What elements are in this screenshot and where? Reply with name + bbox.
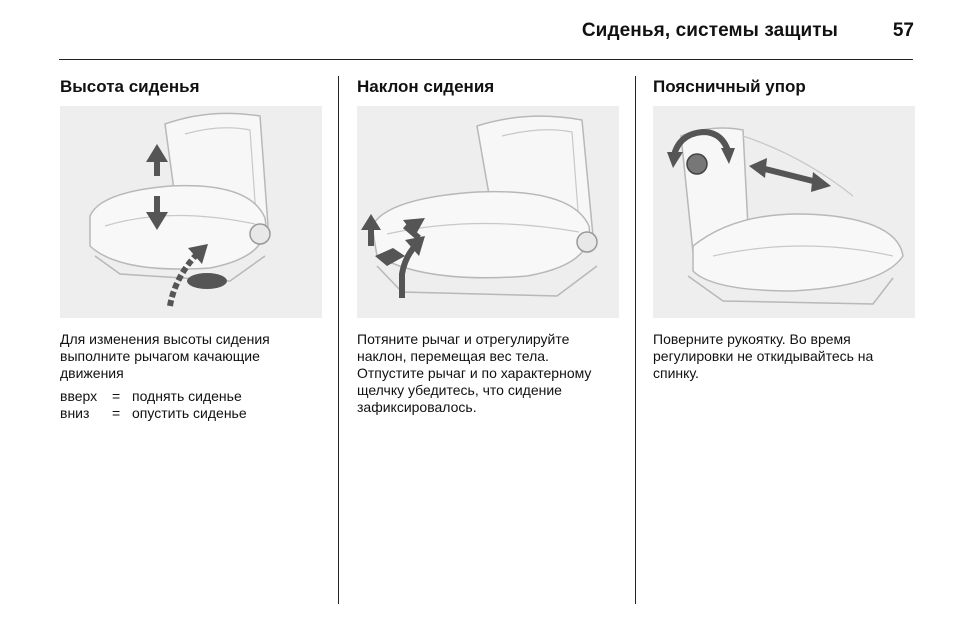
- section-heading: Поясничный упор: [653, 77, 806, 96]
- section-text: Для изменения высоты сидения выполните рычагом качающие движения: [60, 331, 270, 381]
- lumbar-support-illustration: [653, 106, 915, 318]
- section-lumbar-support: [653, 76, 915, 382]
- definition-equals: =: [112, 388, 121, 404]
- definition-term: вверх: [60, 388, 98, 404]
- page-number: 57: [892, 20, 914, 41]
- seat-height-illustration: [60, 106, 322, 318]
- definition-list: [60, 388, 322, 422]
- definition-equals: =: [112, 405, 121, 421]
- definition-row: [60, 388, 322, 405]
- definition-description: опустить сиденье: [132, 405, 247, 421]
- definition-row: [60, 405, 322, 422]
- section-seat-tilt: [357, 76, 619, 416]
- section-heading: Наклон сидения: [357, 77, 495, 96]
- section-heading: Высота сиденья: [60, 77, 200, 96]
- section-seat-height: [60, 76, 322, 422]
- column-divider: [338, 76, 339, 604]
- section-text: Поверните рукоятку. Во время регулировки не откидывайтесь на спинку.: [653, 331, 874, 381]
- section-text: Потяните рычаг и отрегулируйте наклон, перемещая вес тела. Отпустите рычаг и по характерному щелчку убедитесь, что сидение зафиксировалось.: [357, 331, 592, 415]
- header-rule: [59, 59, 913, 60]
- seat-tilt-illustration: [357, 106, 619, 318]
- page-header-title: Сиденья, системы защиты: [581, 20, 838, 41]
- definition-description: поднять сиденье: [132, 388, 242, 404]
- definition-term: вниз: [60, 405, 90, 421]
- column-divider: [635, 76, 636, 604]
